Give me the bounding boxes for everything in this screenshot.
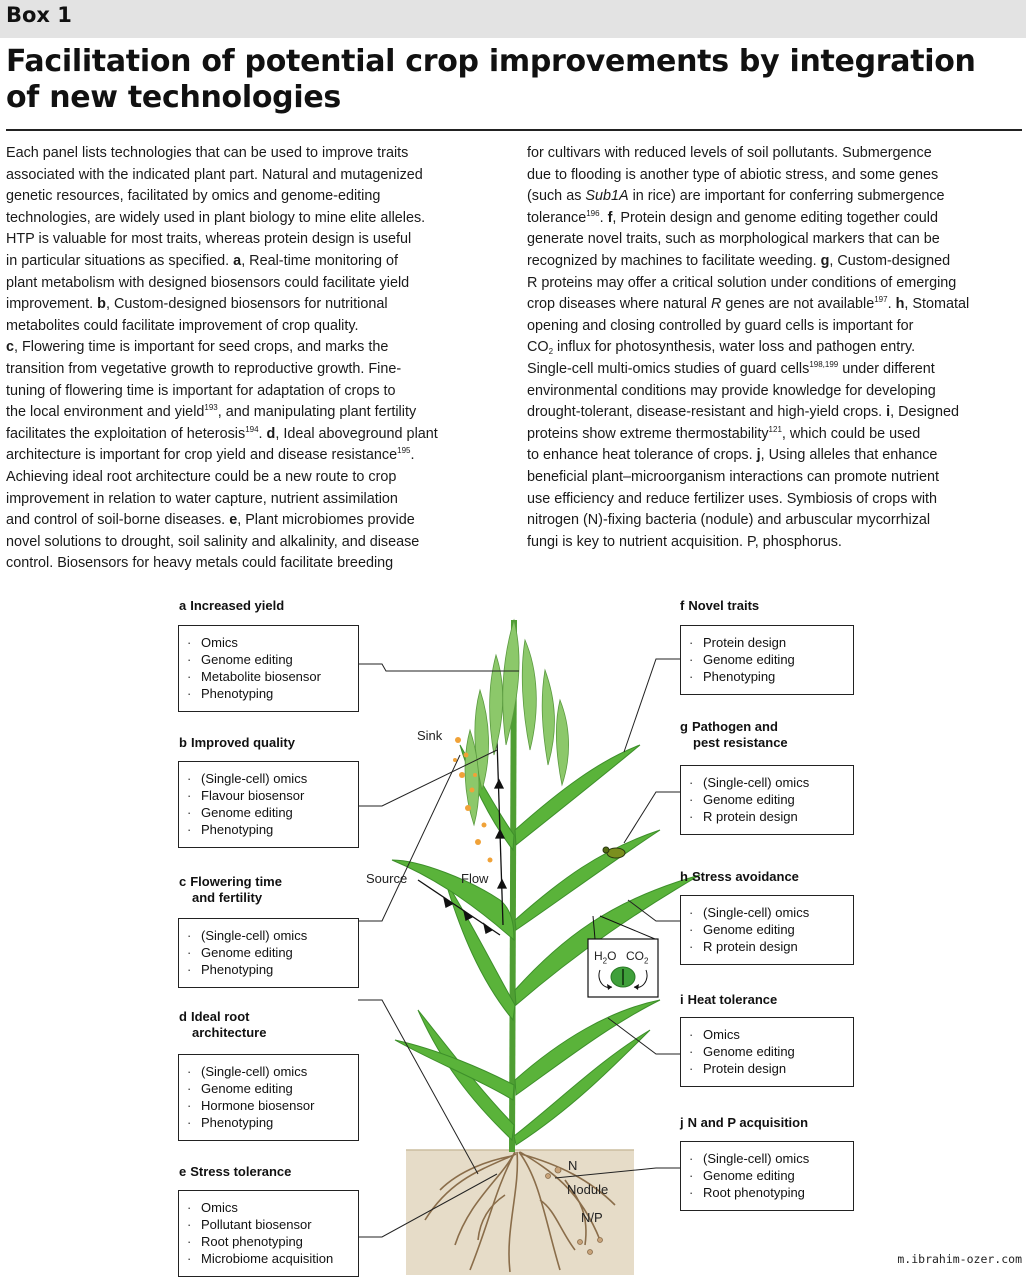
text-segment: R [710,296,722,313]
panel-a-technology-list [178,625,359,712]
list-item [187,787,352,804]
list-item-text: Flavour biosensor [201,788,305,803]
list-item-text: Metabolite biosensor [201,669,321,684]
list-item [689,921,847,938]
list-item [187,1216,352,1233]
list-item-text: R protein design [703,809,798,824]
list-item-text: Genome editing [703,1168,795,1183]
list-item-text: Genome editing [201,1081,293,1096]
text-segment: recognized by machines to facilitate weeding. [527,252,821,269]
text-segment: , Plant microbiomes provide [237,512,415,529]
list-item-text: Root phenotyping [201,1234,303,1249]
text-segment: Single-cell multi-omics studies of guard cells [527,360,810,377]
source-label: Source [366,871,408,886]
list-item-text: Omics [703,1027,740,1042]
h2o-label: $H_2O$ [594,949,617,966]
text-line [6,294,438,316]
text-segment: facilitates the exploitation of heterosis [6,425,246,442]
text-line [527,316,969,338]
text-segment: transition from vegetative growth to reproductive growth. Fine- [6,360,402,377]
list-item-text: (Single-cell) omics [201,771,308,786]
text-segment: . [887,296,896,313]
panel-d-technology-list [178,1054,359,1141]
text-segment: control. Biosensors for heavy metals could facilitate breeding [6,555,394,572]
text-segment: to enhance heat tolerance of crops. [527,447,757,464]
box-title: Facilitation of potential crop improvements by integration of new technologies [6,44,976,115]
text-segment: improvement. [6,296,98,313]
bullet-icon: · [187,1234,192,1249]
text-line [6,402,438,424]
text-segment: fungi is key to nutrient acquisition. P, phosphorus. [527,533,842,550]
text-line [527,424,969,446]
bullet-icon: · [187,805,192,820]
bullet-icon: · [689,669,694,684]
panel-i-technology-list [680,1017,854,1087]
list-item-text: Root phenotyping [703,1185,805,1200]
panel-j-technology-list [680,1141,854,1211]
list-item-text: Phenotyping [201,962,274,977]
panel-e-technology-list [178,1190,359,1277]
list-item [187,1114,352,1131]
list-item-text: (Single-cell) omics [703,905,810,920]
text-line [527,337,969,359]
text-line [6,467,438,489]
panel-letter-ref: a [233,252,242,269]
text-segment: in particular situations as specified. [6,252,234,269]
text-segment: architecture is important for crop yield and disease resistance [6,447,398,464]
nodule-label: Nodule [567,1182,609,1197]
list-item [187,1233,352,1250]
text-line [6,208,438,230]
bullet-icon: · [689,1185,694,1200]
list-item [689,1043,847,1060]
text-line [527,208,969,230]
panel-title: Stress tolerance [190,1164,292,1179]
panel-letter-ref: e [229,512,238,529]
bullet-icon: · [689,1168,694,1183]
text-line [6,381,438,403]
text-segment: , Custom-designed biosensors for nutritional [105,296,388,313]
panel-c-label [179,874,282,906]
text-line [6,424,438,446]
panel-title-line2: pest resistance [693,735,788,750]
panel-title: Novel traits [688,598,760,613]
list-item-text: Omics [201,1200,238,1215]
panel-letter: j [680,1115,684,1130]
bullet-icon: · [187,945,192,960]
text-line [6,489,438,511]
text-line [527,381,969,403]
watermark: m.ibrahim-ozer.com [897,1252,1022,1266]
list-item-text: Phenotyping [201,822,274,837]
nitrogen-label: N [568,1158,578,1173]
list-item-text: (Single-cell) omics [201,1064,308,1079]
list-item [187,821,352,838]
list-item [689,1026,847,1043]
text-line [527,532,969,554]
panel-letter: b [179,735,187,750]
sink-label: Sink [417,728,443,743]
list-item-text: Genome editing [201,805,293,820]
list-item [187,634,352,651]
list-item-text: Genome editing [703,1044,795,1059]
bullet-icon: · [187,669,192,684]
panel-h-label [680,869,799,885]
citation-ref: 194 [245,424,259,434]
list-item-text: Phenotyping [703,669,776,684]
text-line [527,165,969,187]
citation-ref: 196 [586,208,600,218]
list-item-text: Omics [201,635,238,650]
panel-title: Ideal root [190,1009,250,1024]
panel-letter: d [179,1009,187,1024]
list-item-text: Protein design [703,1061,787,1076]
list-item [689,1060,847,1077]
text-line [6,337,438,359]
text-segment: proteins show extreme thermostability [527,425,769,442]
panel-b-label [179,735,295,751]
panel-letter-ref: f [607,209,613,226]
bullet-icon: · [187,788,192,803]
text-line [527,229,969,251]
text-line [6,186,438,208]
text-line [6,553,438,575]
panel-letter-ref: i [886,404,891,421]
list-item-text: (Single-cell) omics [703,775,810,790]
text-line [527,251,969,273]
list-item-text: (Single-cell) omics [703,1151,810,1166]
panel-title: Improved quality [190,735,295,750]
text-line [6,143,438,165]
panel-title-line2: architecture [192,1025,267,1040]
text-segment: (such as [527,188,586,205]
panel-letter-ref: c [6,339,15,356]
list-item [187,927,352,944]
text-segment: HTP is valuable for most traits, whereas protein design is useful [6,231,412,248]
text-line [527,273,969,295]
text-segment: influx for photosynthesis, water loss and pathogen entry. [553,339,916,356]
text-segment: . [599,209,608,226]
text-segment: , Protein design and genome editing together could [612,209,938,226]
list-item-text: Genome editing [201,945,293,960]
body-text-right-column [527,143,969,553]
text-segment: , Designed [890,404,959,421]
citation-ref: 195 [397,446,411,456]
text-segment: technologies, are widely used in plant biology to mine elite alleles. [6,209,426,226]
plant-illustration [0,580,1026,1279]
text-line [6,359,438,381]
list-item-text: Genome editing [703,792,795,807]
co2-label: $CO_2$ [626,949,649,966]
panel-h-technology-list [680,895,854,965]
panel-letter-ref: b [97,296,106,313]
text-segment: opening and closing controlled by guard cells is important for [527,317,914,334]
list-item [187,651,352,668]
list-item [187,804,352,821]
bullet-icon: · [187,1081,192,1096]
panel-title: Pathogen and [691,719,778,734]
panel-letter: c [179,874,187,889]
text-line [527,294,969,316]
text-line [6,273,438,295]
list-item [689,904,847,921]
text-segment: the local environment and yield [6,404,205,421]
panel-b-technology-list [178,761,359,848]
text-segment: CO [527,339,549,356]
panel-title: Flowering time [190,874,282,889]
text-segment: due to flooding is another type of abiotic stress, and some genes [527,166,939,183]
list-item [689,1184,847,1201]
list-item [187,668,352,685]
text-line [6,165,438,187]
panel-title: Stress avoidance [691,869,799,884]
text-line [527,510,969,532]
bullet-icon: · [689,922,694,937]
bullet-icon: · [187,1098,192,1113]
list-item [187,685,352,702]
text-line [527,445,969,467]
panel-letter: e [179,1164,187,1179]
list-item-text: Genome editing [703,922,795,937]
list-item-text: Phenotyping [201,1115,274,1130]
panel-letter-ref: j [756,447,761,464]
bullet-icon: · [187,652,192,667]
list-item [689,791,847,808]
text-segment: , Stomatal [904,296,970,313]
bullet-icon: · [689,1044,694,1059]
flow-label: Flow [461,871,489,886]
panel-title: N and P acquisition [687,1115,809,1130]
bullet-icon: · [187,1200,192,1215]
list-item [689,1167,847,1184]
citation-ref: 193 [204,403,218,413]
list-item-text: R protein design [703,939,798,954]
text-segment: for cultivars with reduced levels of soil pollutants. Submergence [527,145,932,161]
text-line [527,186,969,208]
list-item-text: Microbiome acquisition [201,1251,334,1266]
citation-ref: 121 [768,424,782,434]
text-segment: drought-tolerant, disease-resistant and high-yield crops. [527,404,887,421]
list-item [689,634,847,651]
np-label: N/P [581,1210,603,1225]
list-item [187,1080,352,1097]
panel-f-label [680,598,759,614]
text-segment: , Ideal aboveground plant [275,425,438,442]
bullet-icon: · [187,1064,192,1079]
text-line [527,489,969,511]
bullet-icon: · [187,928,192,943]
text-segment: in rice) are important for conferring submergence [628,188,945,205]
panel-f-technology-list [680,625,854,695]
text-segment: Each panel lists technologies that can be used to improve traits [6,145,409,161]
list-item [187,1250,352,1267]
bullet-icon: · [187,962,192,977]
panel-i-label [680,992,777,1008]
list-item [187,1097,352,1114]
text-line [527,359,969,381]
list-item [689,774,847,791]
bullet-icon: · [689,1151,694,1166]
bullet-icon: · [187,1217,192,1232]
text-segment: nitrogen (N)-fixing bacteria (nodule) and arbuscular mycorrhizal [527,512,931,529]
bullet-icon: · [187,822,192,837]
text-segment: environmental conditions may provide knowledge for developing [527,382,936,399]
panel-a-label [179,598,284,614]
text-segment: , Flowering time is important for seed crops, and marks the [14,339,389,356]
text-segment: genetic resources, facilitated by omics and genome-editing [6,188,381,205]
bullet-icon: · [689,635,694,650]
text-segment: , and manipulating plant fertility [217,404,417,421]
text-segment: , Custom-designed [829,252,951,269]
text-segment: R proteins may offer a critical solution under conditions of emerging [527,274,957,291]
panel-e-label [179,1164,291,1180]
box-label: Box 1 [6,3,72,27]
text-segment: plant metabolism with designed biosensors could facilitate yield [6,274,410,291]
list-item [187,1199,352,1216]
bullet-icon: · [689,1061,694,1076]
panel-letter: g [680,719,688,734]
bullet-icon: · [689,792,694,807]
text-segment: and control of soil-borne diseases. [6,512,230,529]
panel-c-technology-list [178,918,359,988]
bullet-icon: · [689,652,694,667]
bullet-icon: · [689,905,694,920]
body-text-left-column [6,143,438,575]
title-rule [6,129,1022,131]
text-segment: generate novel traits, such as morphological markers that can be [527,231,940,248]
text-line [6,510,438,532]
text-segment: crop diseases where natural [527,296,711,313]
list-item [689,938,847,955]
text-line [6,532,438,554]
bullet-icon: · [689,1027,694,1042]
list-item-text: Genome editing [201,652,293,667]
panel-letter-ref: d [266,425,276,442]
panel-letter-ref: g [820,252,830,269]
text-segment: Sub1A [585,188,629,205]
text-line [6,251,438,273]
text-line [6,316,438,338]
text-segment: 2 [548,347,554,357]
panel-g-label [680,719,788,751]
bullet-icon: · [187,1115,192,1130]
bullet-icon: · [187,635,192,650]
text-segment: , which could be used [781,425,921,442]
panel-title: Increased yield [190,598,285,613]
text-segment: , Real-time monitoring of [241,252,398,269]
list-item-text: Hormone biosensor [201,1098,315,1113]
bullet-icon: · [187,686,192,701]
text-segment: metabolites could facilitate improvement of crop quality. [6,317,359,334]
text-segment: beneficial plant–microorganism interactions can promote nutrient [527,468,939,485]
panel-title-line2: and fertility [192,890,263,905]
list-item [187,770,352,787]
list-item [187,944,352,961]
citation-ref: 198,199 [809,359,839,369]
text-segment: genes are not available [721,296,875,313]
list-item-text: Protein design [703,635,787,650]
text-segment: improvement in relation to water capture, nutrient assimilation [6,490,398,507]
text-segment: . [410,447,415,464]
text-segment: use efficiency and reduce fertilizer uses. Symbiosis of crops with [527,490,938,507]
bullet-icon: · [187,771,192,786]
list-item-text: Genome editing [703,652,795,667]
panel-g-technology-list [680,765,854,835]
list-item-text: (Single-cell) omics [201,928,308,943]
bullet-icon: · [689,939,694,954]
text-line [6,445,438,467]
list-item [689,1150,847,1167]
panel-title: Heat tolerance [687,992,778,1007]
panel-letter: h [680,869,688,884]
text-segment: , Using alleles that enhance [760,447,938,464]
text-line [527,467,969,489]
text-line [6,229,438,251]
text-segment: tolerance [527,209,587,226]
panel-letter: a [179,598,187,613]
panel-letter: i [680,992,684,1007]
bullet-icon: · [689,775,694,790]
text-segment: associated with the indicated plant part. Natural and mutagenized [6,166,423,183]
text-line [527,143,969,165]
panel-letter-ref: h [895,296,905,313]
text-segment: . [258,425,267,442]
citation-ref: 197 [874,295,888,305]
text-segment: Achieving ideal root architecture could be a new route to crop [6,468,397,485]
text-segment: tuning of flowering time is important for adaptation of crops to [6,382,396,399]
bullet-icon: · [689,809,694,824]
list-item-text: Pollutant biosensor [201,1217,312,1232]
bullet-icon: · [187,1251,192,1266]
panel-d-label [179,1009,266,1041]
panel-j-label [680,1115,808,1131]
panel-letter: f [680,598,685,613]
list-item [689,651,847,668]
crop-improvement-figure [0,580,1026,1279]
list-item [689,808,847,825]
box-header-bar [0,0,1026,38]
text-line [527,402,969,424]
text-segment: novel solutions to drought, soil salinity and alkalinity, and disease [6,533,420,550]
list-item [187,1063,352,1080]
list-item [689,668,847,685]
list-item-text: Phenotyping [201,686,274,701]
list-item [187,961,352,978]
text-segment: under different [838,360,935,377]
